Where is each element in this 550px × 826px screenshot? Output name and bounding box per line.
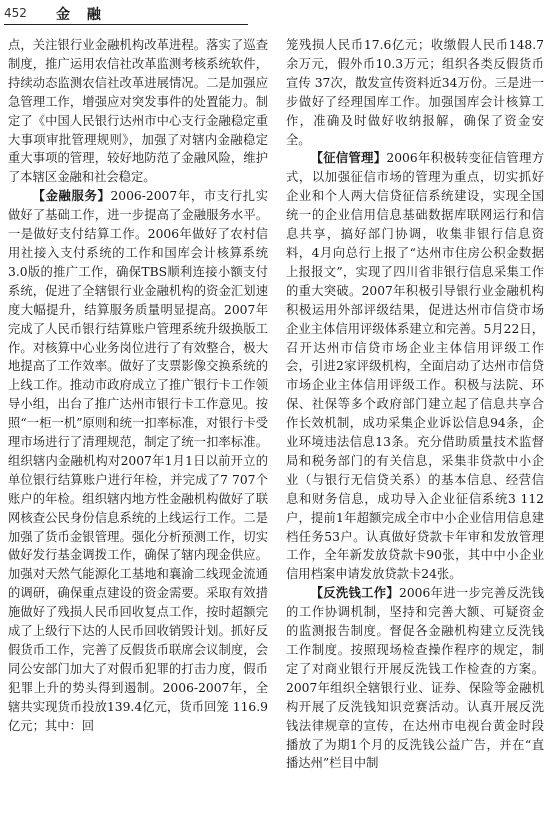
paragraph-financial-stability-cont: 点，关注银行业金融机构改革进程。落实了巡查制度，推广运用农信社改革监测考核系统软件，持续动态监测农信社改革进展情况。二是加强应急管理工作，增强应对突发事件的处置能力。制定了《中国人民银行达州市中心支行金融稳定重大事项审批管理规则》，加强了对辖内金融稳定重大事项的管理，较好地防范了金融风险，维护了本辖区金融和社会稳定。 [8,38,268,185]
running-section-title: 金 融 [56,7,107,23]
page-number: 452 [4,6,27,20]
subheading-anti-money-laundering: 【反洗钱工作】 [310,585,400,601]
right-column [286,36,544,822]
paragraph-credit-management [286,149,544,584]
anti-money-laundering-body: 2006年进一步完善反洗钱的工作协调机制，坚持和完善大额、可疑资金的监测报告制度。督促各金融机构建立反洗钱工作制度。按照现场检查操作程序的规定，制定了对商业银行开展反洗钱工作检查的方案。2007年组织全辖银行业、证券、保险等金融机构开展了反洗钱知识竞赛活动。认真开展反洗钱法律规章的宣传，在达州市电视台黄金时段播放了为期1个月的反洗钱公益广告，并在“直播达州”栏目中制 [286,586,544,771]
paragraph-anti-money-laundering [286,584,544,773]
financial-services-body: 2006-2007年，市支行扎实做好了基础工作，进一步提高了金融服务水平。一是做好支付结算工作。2006年做好了农村信用社接入支付系统的工作和国库会计核算系统3.0版的推广工作，确保TBS顺利连接小额支付系统，促进了全辖银行业金融机构的资金汇划速度大幅提升，结算服务质量明显提高。2007年完成了人民币银行结算账户管理系统升级换版工作。对核算中心业务岗位进行了有效整合，极大地提高了工作效率。做好了支票影像交换系统的上线工作。推动市政府成立了推广银行卡工作领导小组，出台了推广达州市银行卡工作意见。按照“一柜一机”原则和统一扣率标准，对银行卡受理市场进行了清理规范，制定了统一扣率标准。组织辖内金融机构对2007年1月1日以前开立的单位银行结算账户进行年检，并完成了7 707个账户的年检。组织辖内地方性金融机构做好了联网核查公民身份信息系统的上线运行工作。二是加强了货币金银管理。强化分析预测工作，切实做好发行基金调拨工作，确保了辖内现金供应。加强对天然气能源化工基地和襄渝二线现金流通的调研，确保重点建设的资金需要。采取有效措施做好了残损人民币回收复点工作，按时超额完成了上级行下达的人民币回收销毁计划。抓好反假货币工作，完善了反假货币联席会议制度，会同公安部门加大了对假币犯罪的打击力度，假币犯罪上升的势头得到遏制。2006-2007年，全辖共实现货币投放139.4亿元，货币回笼 116.9亿元；其中：回 [8,189,268,733]
subheading-credit-management: 【征信管理】 [310,150,387,166]
paragraph-currency-cont: 笼残损人民币17.6亿元；收缴假人民币148.7余万元，假外币10.3万元；组织各类反假货币宣传 37次，散发宣传资料近34万份。三是进一步做好了经理国库工作。加强国库会计核算工作，准确及时做好收纳报解，确保了资金安全。 [286,38,544,147]
page-header [4,4,248,25]
credit-management-body: 2006年积极转变征信管理方式，以加强征信市场的管理为重点，切实抓好企业和个人两大信贷征信系统建设，实现全国统一的企业信用信息基础数据库联网运行和信息共享，搞好部门协调，收集非银行信息资料，4月向总行上报了“达州市住房公积金数据上报报文”，实现了四川省非银行信息采集工作的重大突破。2007年积极引导银行业金融机构积极运用外部评级结果，促进达州市信贷市场企业主体信用评级体系建立和完善。5月22日，召开达州市信贷市场企业主体信用评级工作会，引进2家评级机构，全面启动了达州市信贷市场企业主体信用评级工作。积极与法院、环保、社保等多个政府部门建立起了信息共享合作长效机制，成功采集企业诉讼信息94条，企业环境违法信息13条。充分借助质量技术监督局和税务部门的有关信息，采集非贷款中小企业（与银行无信贷关系）的基本信息、经营信息和财务信息，成功导入企业征信系统3 112户，提前1年超额完成全市中小企业信用信息建档任务53户。认真做好贷款卡年审和发放管理工作，全年新发放贷款卡90张，其中中小企业信用档案申请发放贷款卡24张。 [286,151,544,582]
paragraph-financial-services [8,187,268,735]
subheading-financial-services: 【金融服务】 [32,188,111,204]
left-column [8,36,268,822]
